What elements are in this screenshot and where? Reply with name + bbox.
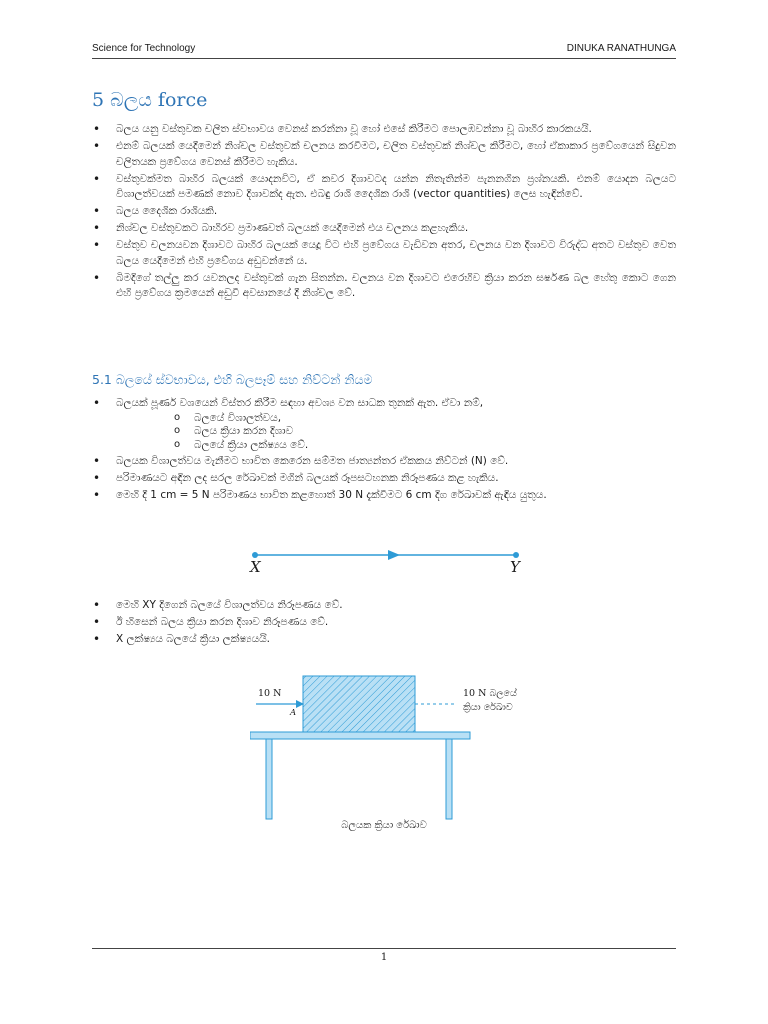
box-block bbox=[303, 676, 415, 732]
footer-divider bbox=[92, 948, 676, 949]
sub-list-item: o බලයේ ක්‍රියා ලක්ෂ්‍යය වේ. bbox=[174, 439, 676, 453]
vector-end-label: Y bbox=[510, 558, 520, 576]
section-bullet-list bbox=[92, 396, 676, 505]
list-item: • මෙහි XY දිගෙන් බලයේ විශාලත්වය නිරූපණය වේ. bbox=[92, 598, 676, 614]
chapter-title: 5 බලය force bbox=[92, 89, 208, 111]
force-vector-svg bbox=[92, 540, 676, 580]
list-item: • X ලක්ෂ්‍යය බලයේ ක්‍රියා ලක්ෂ්‍යයයි. bbox=[92, 632, 676, 648]
action-line-label-1: 10 N බලයේ bbox=[463, 688, 517, 699]
table-force-svg bbox=[250, 668, 480, 820]
vector-explanation-list bbox=[92, 598, 676, 649]
force-vector-diagram bbox=[92, 540, 676, 580]
list-item: • බලයක විශාලත්වය මැනීමට භාවිත කෙරෙන සම්මත ජාත්‍යන්තර ඒකකය නිව්ටන් (N) වේ. bbox=[92, 454, 676, 470]
list-item: • බලය යනු වස්තුවක චලිත ස්වභාවය වෙනස් කරන්නා වූ හෝ එසේ කිරීමට පොලඹවන්නා වූ බාහිර කාරකයයි. bbox=[92, 122, 676, 138]
point-a-label: A bbox=[290, 708, 297, 718]
table-force-diagram bbox=[250, 668, 517, 820]
force-magnitude-label: 10 N bbox=[258, 688, 282, 699]
list-item bbox=[92, 396, 676, 452]
header-divider bbox=[92, 58, 676, 59]
sub-list-item: o බලය ක්‍රියා කරන දිශාව bbox=[174, 425, 676, 439]
vector-start-label: X bbox=[250, 558, 261, 576]
intro-bullet-list bbox=[92, 122, 676, 303]
list-item: • නිශ්චල වස්තුවකට බාහිරව ප්‍රමාණවත් බලයක් යෙදීමෙන් එය චලනය කළහැකිය. bbox=[92, 221, 676, 237]
sub-list bbox=[116, 412, 676, 453]
table-top bbox=[250, 732, 470, 739]
list-item-text: බලයක් පූර්ණ වශයෙන් විස්තර කිරීම සඳහා අවශ්‍ය වන සාධක තුනක් ඇත. ඒවා නම්, bbox=[116, 397, 484, 409]
figure-caption: බලයක ක්‍රියා රේඛාව bbox=[341, 820, 427, 831]
page-header bbox=[92, 40, 676, 58]
header-left-text: Science for Technology bbox=[92, 43, 196, 54]
list-item: • ඊ හිසෙන් බලය ක්‍රියා කරන දිශාව නිරූපණය වේ. bbox=[92, 615, 676, 631]
list-item: • බලය දෛශික රාශියකි. bbox=[92, 204, 676, 220]
list-item: • වස්තුව චලනයවන දිශාවට බාහිර බලයක් යෙදූ විට එහි ප්‍රවේගය වැඩිවන අතර, චලනය වන දිශාවට විරුද්ධ අතට වස්තුව වෙත බලය යෙදීමෙන් එහි ප්‍රවේගය අඩුවන්නේ ය. bbox=[92, 238, 676, 269]
table-leg-left bbox=[266, 739, 272, 819]
list-item: • වස්තුවක්මත බාහිර බලයක් යොදනවිට, ඒ කවර දිශාවටද යන්න නිතැතින්ම පැනනගින ප්‍රශ්නයකි. එනම් යොදන බලයට විශාලත්වයක් පමණක් නොව දිශාවක්ද ඇත. එබඳු රාශි දෛශික රාශි (vector quantities) ලෙස හැඳින්වේ. bbox=[92, 172, 676, 203]
page-number: 1 bbox=[380, 952, 388, 963]
header-right-text: DINUKA RANATHUNGA bbox=[566, 43, 676, 54]
section-title: 5.1 බලයේ ස්වභාවය, එහි බලපෑම් සහ නිව්ටන් නියම bbox=[92, 372, 373, 387]
table-leg-right bbox=[446, 739, 452, 819]
arrowhead-icon bbox=[388, 550, 400, 560]
action-line-label-2: ක්‍රියා රේඛාව bbox=[463, 702, 513, 713]
list-item: • මෙහි දී 1 cm = 5 N පරිමාණය භාවිත කළහොත් 30 N දැක්වීමට 6 cm දිග රේඛාවක් ඇඳිය යුතුය. bbox=[92, 488, 676, 504]
list-item: • පරිමාණයට අඳින ලද සරල රේඛාවක් මගින් බලයක් රූපසටහනක නිරූපණය කළ හැකිය. bbox=[92, 471, 676, 487]
list-item: • බිමදිගේ තල්ලු කර යවනලද වස්තුවක් ගැන සිතන්න. චලනය වන දිශාවට එරෙහිව ක්‍රියා කරන ඝර්ෂණ බල හේතු කොට ගෙන එහි ප්‍රවේගය ක්‍රමයෙන් අඩුවී අවසානයේ දී නිශ්චල වේ. bbox=[92, 271, 676, 302]
list-item: • එනම් බලයක් යෙදීමෙන් නිශ්චල වස්තුවක් චලනය කරවීමට, චලිත වස්තුවක් නිශ්චල කිරීමට, හෝ ඒකාකාර ප්‍රවේගයෙන් සිදුවන චලිතයක ප්‍රවේගය වෙනස් කිරීමට හැකිය. bbox=[92, 139, 676, 170]
sub-list-item: o බලයේ විශාලත්වය, bbox=[174, 412, 676, 426]
